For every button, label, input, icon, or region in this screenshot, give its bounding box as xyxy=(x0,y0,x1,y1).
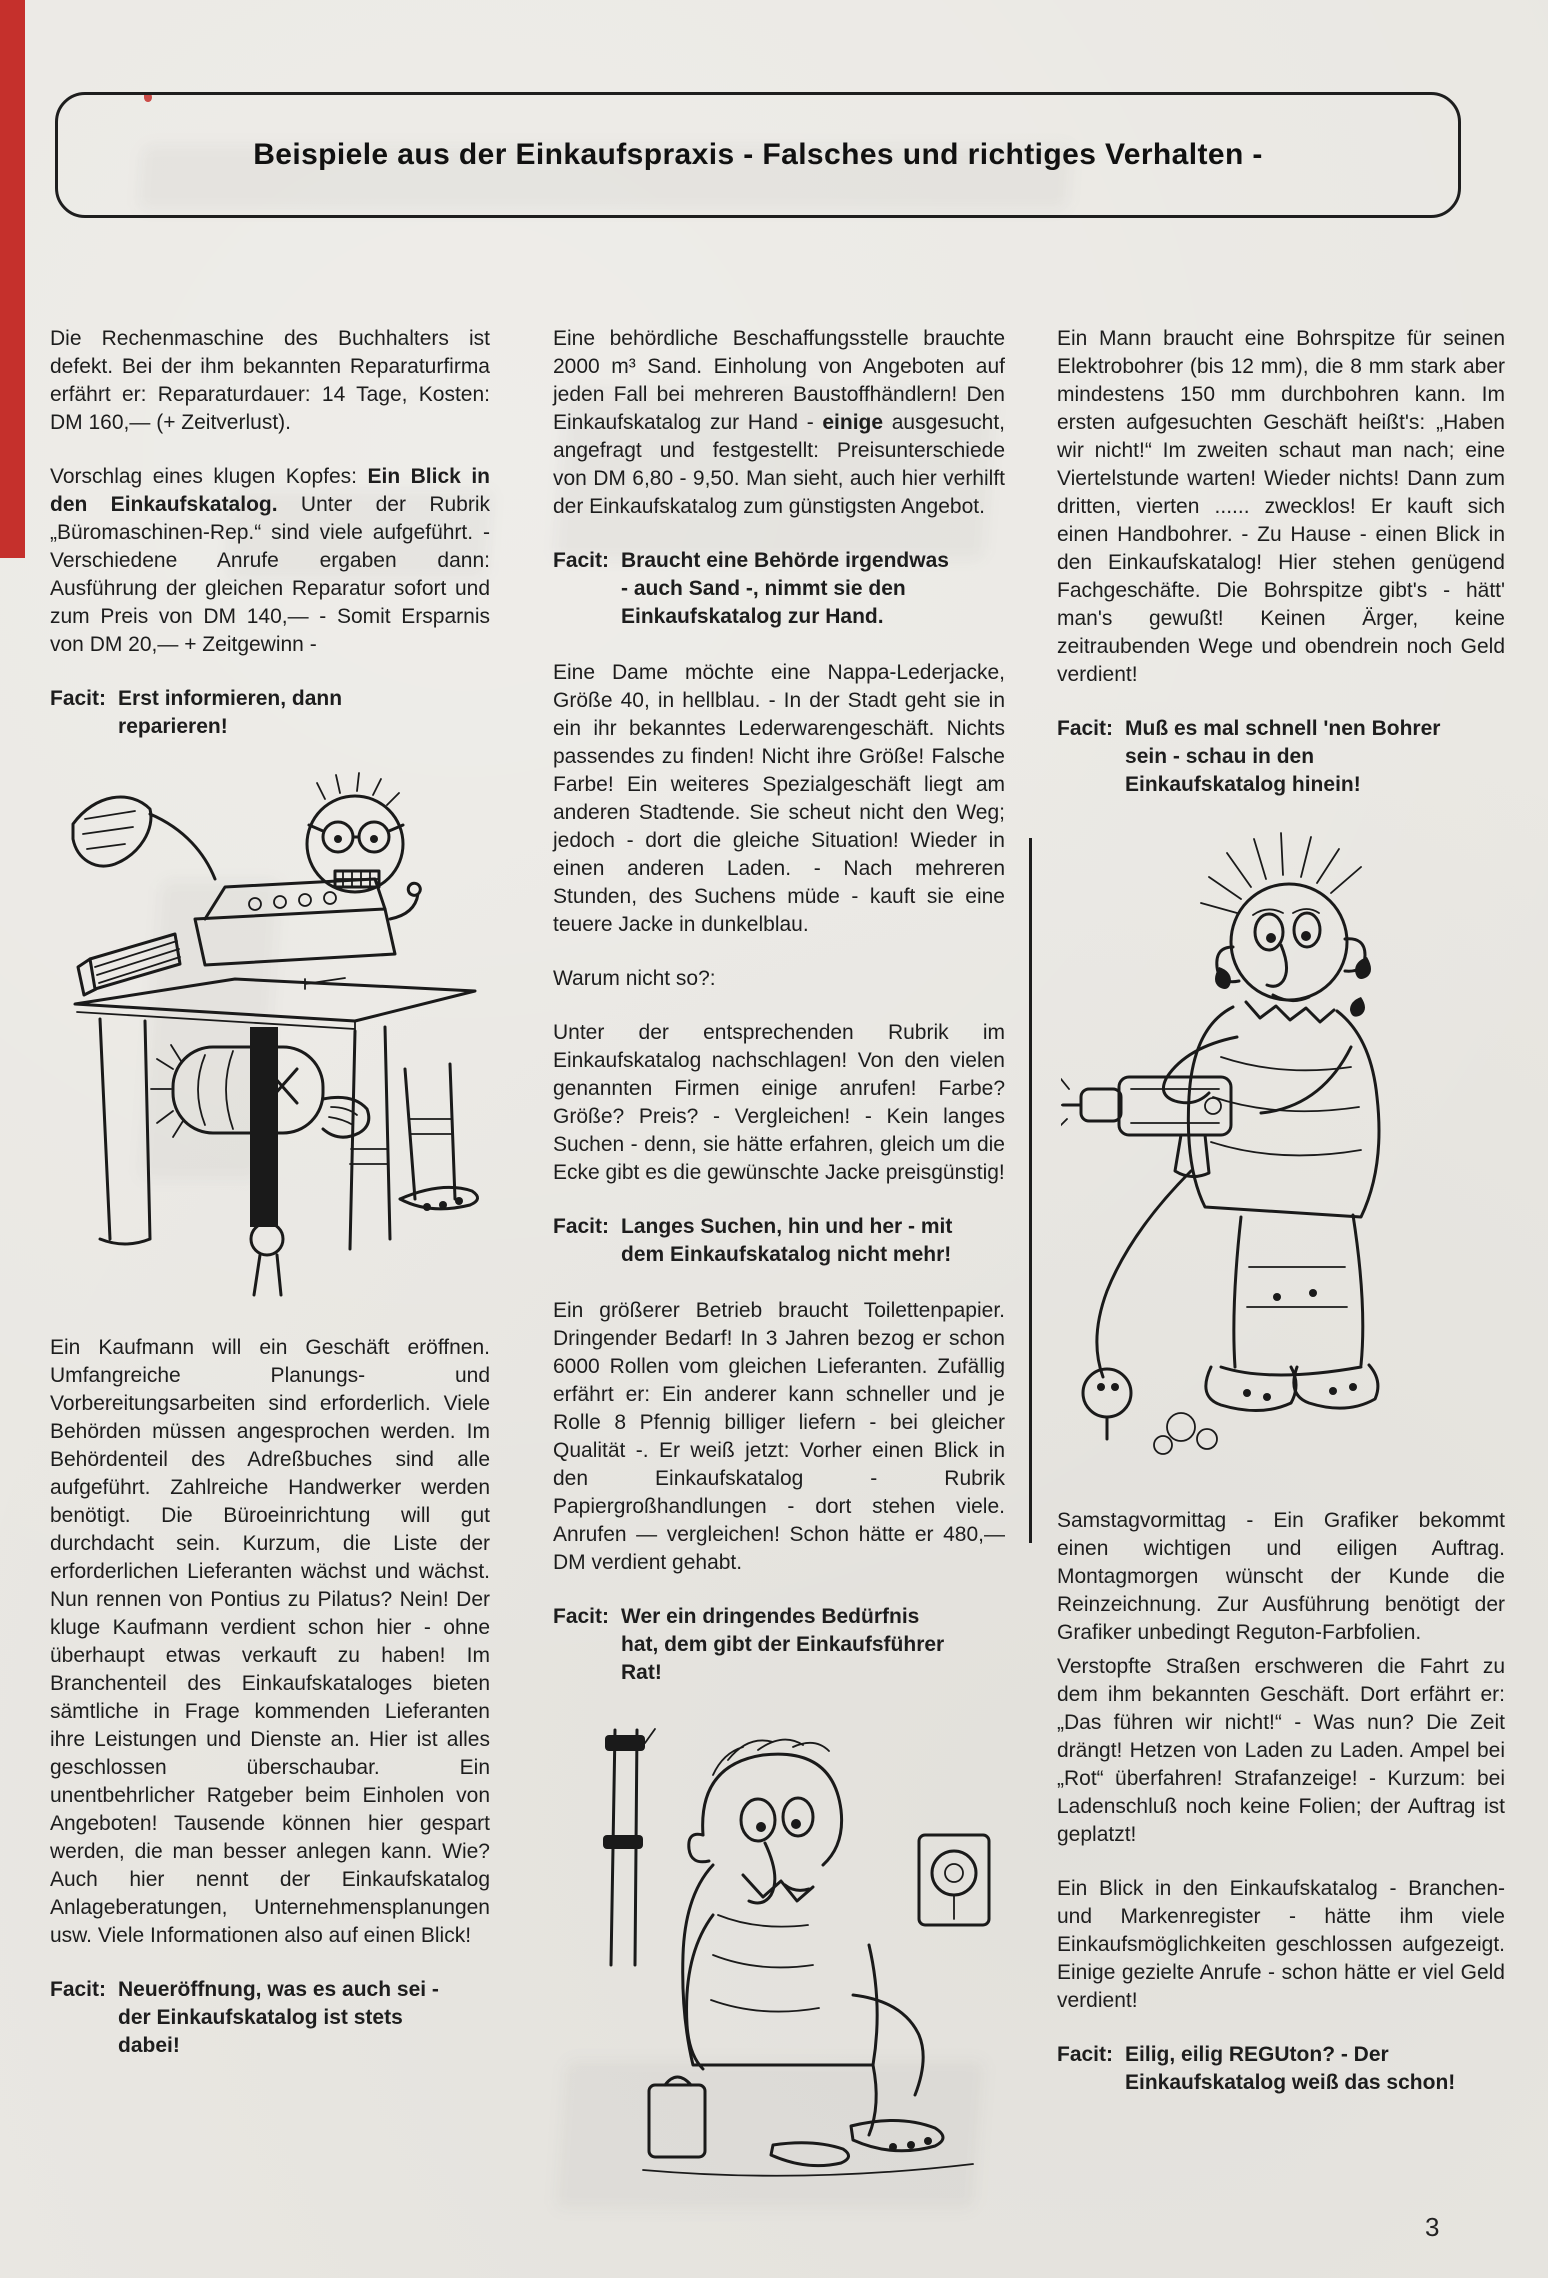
facit-block xyxy=(50,1976,490,2060)
facit-block xyxy=(553,1603,1005,1687)
paragraph-text: Unter der Rubrik „Büromaschinen-Rep.“ sind viele aufgeführt. - Verschiedene Anrufe ergaben dann: Ausführung der gleichen Reparatur sofort und zum Preis von DM 140,— - Somit Ersparnis von DM 20,— + Zeitgewinn - xyxy=(50,493,491,656)
facit-text: Braucht eine Behörde irgendwas - auch Sand -, nimmt sie den Einkaufskatalog zur Hand. xyxy=(621,549,949,628)
drilling-man-cartoon-illustration xyxy=(1061,827,1501,1477)
paragraph-text: Unter der entsprechenden Rubrik im Einkaufskatalog nachschlagen! Von den vielen genannten Firmen einige anrufen! Farbe? Größe? Preis? - Vergleichen! - Kein langes Suchen - denn, sie hätte erfahren, gleich um die Ecke gibt es die gewünschte Jacke preisgünstig! xyxy=(553,1021,1005,1184)
facit-label: Facit: xyxy=(553,1605,610,1628)
facit-block xyxy=(1057,2041,1505,2097)
facit-label: Facit: xyxy=(1057,717,1114,740)
red-margin-bar xyxy=(0,0,25,558)
story-intro-line xyxy=(553,965,1005,993)
story-paragraph xyxy=(1057,1875,1505,2015)
facit-label: Facit: xyxy=(50,1978,107,2001)
facit-text: Neueröffnung, was es auch sei - der Einkaufskatalog ist stets dabei! xyxy=(118,1978,439,2057)
story-paragraph xyxy=(553,325,1005,521)
vertical-divider-line xyxy=(1029,838,1032,1543)
paragraph-text: Eine Dame möchte eine Nappa-Lederjacke, Größe 40, in hellblau. - In der Stadt geht sie in ein ihr bekanntes Lederwarengeschäft. Nichts passendes zu finden! Nicht ihre Größe! Falsche Farbe! Ein weiteres Spezialgeschäft liegt am anderen Stadtende. Sie scheut nicht den Weg; jedoch - dort die gleiche Situation! Wieder in einen anderen Laden. - Nach mehreren Stunden, des Suchens müde - kauft sie eine teuere Jacke in dunkelblau. xyxy=(553,661,1005,936)
story-paragraph xyxy=(553,659,1005,939)
facit-text: Eilig, eilig REGUton? - Der Einkaufskatalog weiß das schon! xyxy=(1125,2043,1456,2094)
paragraph-bold-text: einige xyxy=(822,411,884,434)
facit-block xyxy=(50,685,490,741)
story-paragraph xyxy=(50,1334,490,1950)
accountant-cartoon-illustration xyxy=(55,769,485,1304)
paragraph-text: Ein größerer Betrieb braucht Toilettenpapier. Dringender Bedarf! In 3 Jahren bezog er schon 6000 Rollen vom gleichen Lieferanten. Zufällig erfährt er: Ein anderer kann schneller und je Rolle 8 Pfennig billiger liefern - bei gleicher Qualität -. Er weiß jetzt: Vorher einen Blick in den Einkaufskatalog - Rubrik Papiergroßhandlungen - dort stehen viele. Anrufen — vergleichen! Schon hätte er 480,— DM verdient gehabt. xyxy=(553,1299,1005,1574)
paragraph-text: Samstagvormittag - Ein Grafiker bekommt einen wichtigen und eiligen Auftrag. Montagmorgen wünscht der Kunde die Reinzeichnung. Zur Ausführung benötigt der Grafiker unbedingt Reguton-Farbfolien. xyxy=(1057,1509,1505,1644)
page-header-box xyxy=(55,92,1461,218)
facit-label: Facit: xyxy=(553,1215,610,1238)
paragraph-text: ausgesucht, angefragt und festgestellt: Preisunterschiede von DM 6,80 - 9,50. Man sieht, auch hier verhilft der Einkaufskatalog zum günstigsten Angebot. xyxy=(553,411,1005,518)
story-paragraph xyxy=(1057,325,1505,689)
story-paragraph xyxy=(1057,1653,1505,1849)
paragraph-text: Verstopfte Straßen erschweren die Fahrt zu dem ihm bekannten Geschäft. Dort erfährt er: „Das führen wir nicht!“ - Was nun? Die Zeit drängt! Hetzen von Laden zu Laden. Ampel bei „Rot“ überfahren! Strafanzeige! - Kurzum: bei Ladenschluß noch keine Folien; der Auftrag ist geplatzt! xyxy=(1057,1655,1505,1846)
column-1 xyxy=(50,325,490,2088)
page-number: 3 xyxy=(1425,2212,1440,2242)
facit-text: Muß es mal schnell 'nen Bohrer sein - schau in den Einkaufskatalog hinein! xyxy=(1125,717,1441,796)
sitting-man-cartoon-illustration xyxy=(553,1715,1005,2185)
column-2 xyxy=(553,325,1005,2215)
facit-label: Facit: xyxy=(50,687,107,710)
facit-label: Facit: xyxy=(553,549,610,572)
paragraph-text: Vorschlag eines klugen Kopfes: xyxy=(50,465,368,488)
paragraph-text: Ein Kaufmann will ein Geschäft eröffnen. Umfangreiche Planungs- und Vorbereitungsarbeiten sind erforderlich. Viele Behörden müssen angesprochen werden. Im Behördenteil des Adreßbuches sind alle aufgeführt. Zahlreiche Handwerker werden benötigt. Die Büroeinrichtung will gut durchdacht sein. Kurzum, die Liste der erforderlichen Lieferanten wächst und wächst. Nun rennen von Pontius zu Pilatus? Nein! Der kluge Kaufmann verdient schon hier - ohne überhaupt etwas verkauft zu haben! Im Branchenteil des Einkaufskataloges bieten sämtliche in Frage kommenden Lieferanten ihre Leistungen und Dienste an. Hier ist alles geschlossen überschaubar. Ein unentbehrlicher Ratgeber beim Einholen von Angeboten! Tausende können hier gespart werden, die man besser anlegen kann. Wie? Auch hier nennt der Einkaufskatalog Anlageberatungen, Unternehmensplanungen usw. Viele Informationen also auf einen Blick! xyxy=(50,1336,490,1947)
paragraph-text: Die Rechenmaschine des Buchhalters ist defekt. Bei der ihm bekannten Reparaturfirma erfährt er: Reparaturdauer: 14 Tage, Kosten: DM 160,— (+ Zeitverlust). xyxy=(50,327,490,434)
facit-text: Langes Suchen, hin und her - mit dem Einkaufskatalog nicht mehr! xyxy=(621,1215,953,1266)
paragraph-text: Eine behördliche Beschaffungsstelle brauchte 2000 m³ Sand. Einholung von Angeboten auf jeden Fall bei mehreren Baustoffhändlern! Den Einkaufskatalog zur Hand - xyxy=(553,327,1005,434)
facit-text: Wer ein dringendes Bedürfnis hat, dem gibt der Einkaufsführer Rat! xyxy=(621,1605,945,1684)
paragraph-text: Ein Blick in den Einkaufskatalog - Branchen- und Markenregister - hätte ihm viele Einkaufsmöglichkeiten geschlossen aufgezeigt. Einige gezielte Anrufe - schon hätte er viel Geld verdient! xyxy=(1057,1877,1505,2012)
story-paragraph xyxy=(50,463,490,659)
paragraph-bold-text: Ein Blick in den Einkaufskatalog. xyxy=(50,465,490,516)
page-title: Beispiele aus der Einkaufspraxis - Falsches und richtiges Verhalten - xyxy=(253,138,1263,171)
facit-label: Facit: xyxy=(1057,2043,1114,2066)
paragraph-text: Warum nicht so?: xyxy=(553,967,716,990)
story-paragraph xyxy=(553,1297,1005,1577)
story-paragraph xyxy=(50,325,490,437)
story-paragraph xyxy=(553,1019,1005,1187)
paragraph-text: Ein Mann braucht eine Bohrspitze für seinen Elektrobohrer (bis 12 mm), die 8 mm stark aber mindestens 150 mm durchbohren kann. Im ersten aufgesuchten Geschäft heißt's: „Haben wir nicht!“ Im zweiten schaut man nach; eine Viertelstunde warten! Wieder nichts! Dann zum dritten, vierten ...... zwecklos! Er kauft sich einen Handbohrer. - Zu Hause - einen Blick in den Einkaufskatalog! Hier stehen genügend Fachgeschäfte. Die Bohrspitze gibt's - hätt' man's gewußt! Keinen Ärger, keine zeitraubenden Wege und obendrein noch Geld verdient! xyxy=(1057,327,1505,686)
story-paragraph xyxy=(1057,1507,1505,1647)
facit-block xyxy=(1057,715,1505,799)
facit-text: Erst informieren, dann reparieren! xyxy=(118,687,343,738)
facit-block xyxy=(553,547,1005,631)
facit-block xyxy=(553,1213,1005,1269)
column-3 xyxy=(1057,325,1505,2125)
